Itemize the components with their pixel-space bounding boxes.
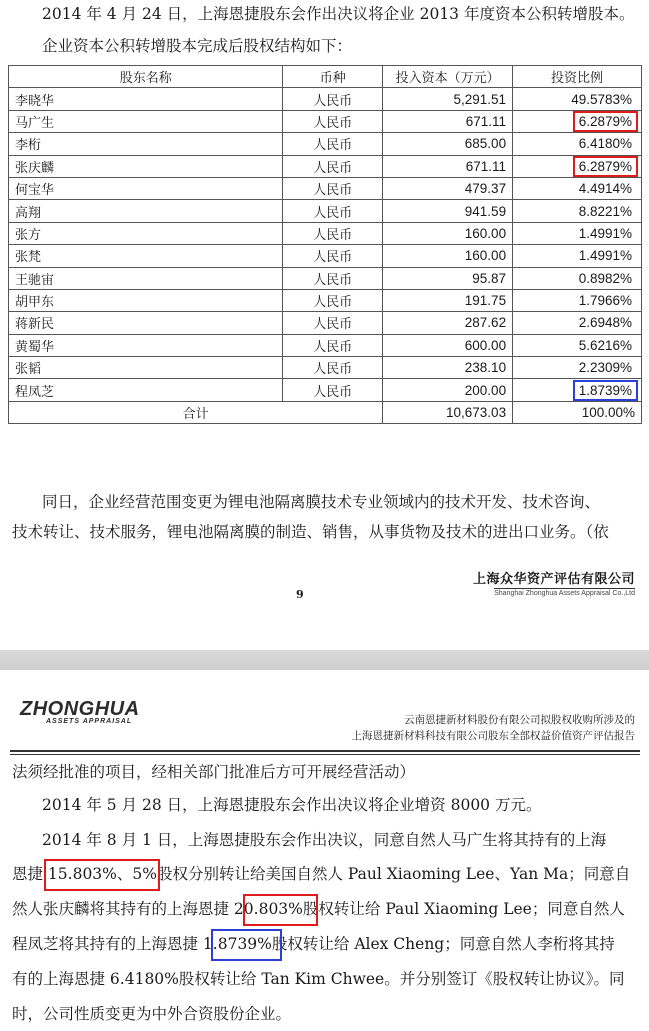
invested-capital: 95.87 xyxy=(383,267,513,289)
investment-ratio-cell xyxy=(513,110,642,132)
table-row xyxy=(9,133,642,155)
report-header-title xyxy=(352,712,636,744)
investment-ratio-cell xyxy=(513,334,642,356)
invested-capital: 941.59 xyxy=(383,200,513,222)
equity-transfer-line1: 2014 年 8 月 1 日，上海恩捷股东会作出决议，同意自然人马广生将其持有的上海 xyxy=(42,831,607,849)
shareholder-name: 张梵 xyxy=(9,245,283,267)
investment-ratio-cell xyxy=(513,200,642,222)
shareholder-name: 张方 xyxy=(9,222,283,244)
table-row xyxy=(9,88,642,110)
invested-capital: 685.00 xyxy=(383,133,513,155)
equity-structure-intro: 企业资本公积转增股本完成后股权结构如下： xyxy=(42,37,353,55)
business-scope-paragraph-line2: 技术转让、技术服务，锂电池隔离膜的制造、销售，从事货物及技术的进出口业务。（依 xyxy=(12,523,609,541)
investment-ratio-cell xyxy=(513,88,642,110)
invested-capital: 287.62 xyxy=(383,312,513,334)
total-label: 合计 xyxy=(9,401,383,423)
investment-ratio: 0.8982% xyxy=(578,270,632,286)
invested-capital: 160.00 xyxy=(383,222,513,244)
page-number: 9 xyxy=(296,588,304,601)
equity-transfer-line6: 时，公司性质变更为中外合资股份企业。 xyxy=(12,1005,292,1023)
highlight-box-15803-5 xyxy=(44,859,160,891)
shareholder-name: 马广生 xyxy=(9,110,283,132)
currency: 人民币 xyxy=(283,334,383,356)
investment-ratio: 1.7966% xyxy=(578,293,632,309)
shareholder-name: 张庆麟 xyxy=(9,155,283,177)
header-invested-capital: 投入资本（万元） xyxy=(383,66,513,88)
header-shareholder-name: 股东名称 xyxy=(9,66,283,88)
currency: 人民币 xyxy=(283,379,383,401)
footer-company-name-cn: 上海众华资产评估有限公司 xyxy=(472,572,635,587)
shareholder-name: 张韬 xyxy=(9,357,283,379)
table-row xyxy=(9,110,642,132)
total-capital: 10,673.03 xyxy=(383,401,513,423)
business-scope-paragraph-line1: 同日，企业经营范围变更为锂电池隔离膜技术专业领域内的技术开发、技术咨询、 xyxy=(42,493,601,511)
header-title-line1: 云南恩捷新材料股份有限公司拟股权收购所涉及的 xyxy=(404,714,635,726)
investment-ratio-cell xyxy=(513,245,642,267)
business-scope-continuation: 法须经批准的项目，经相关部门批准后方可开展经营活动） xyxy=(12,763,416,781)
invested-capital: 5,291.51 xyxy=(383,88,513,110)
highlighted-ratio: 1.8739% xyxy=(576,383,635,398)
investment-ratio-cell xyxy=(513,267,642,289)
currency: 人民币 xyxy=(283,312,383,334)
investment-ratio: 8.8221% xyxy=(578,203,632,219)
highlighted-ratio: 6.2879% xyxy=(576,114,635,129)
highlight-box-18739 xyxy=(211,929,282,961)
total-ratio: 100.00% xyxy=(513,401,642,423)
header-rule-thin xyxy=(10,754,640,755)
shareholder-name: 李晓华 xyxy=(9,88,283,110)
table-row xyxy=(9,177,642,199)
shareholder-name: 李桁 xyxy=(9,133,283,155)
table-row xyxy=(9,267,642,289)
table-row xyxy=(9,312,642,334)
invested-capital: 191.75 xyxy=(383,289,513,311)
header-rule-thick xyxy=(10,750,640,752)
report-page-10 xyxy=(0,670,649,1031)
table-row xyxy=(9,200,642,222)
investment-ratio-cell xyxy=(513,289,642,311)
shareholder-name: 高翔 xyxy=(9,200,283,222)
header-currency: 币种 xyxy=(283,66,383,88)
equity-transfer-line2: 恩捷 15.803%、5%股权分别转让给美国自然人 Paul Xiaoming Lee、Yan Ma；同意自 xyxy=(12,865,631,883)
currency: 人民币 xyxy=(283,133,383,155)
investment-ratio: 2.2309% xyxy=(578,360,632,376)
invested-capital: 671.11 xyxy=(383,110,513,132)
table-row xyxy=(9,245,642,267)
table-total-row xyxy=(9,401,642,423)
currency: 人民币 xyxy=(283,289,383,311)
investment-ratio: 1.4991% xyxy=(578,248,632,264)
equity-structure-table xyxy=(8,65,642,424)
currency: 人民币 xyxy=(283,222,383,244)
currency: 人民币 xyxy=(283,267,383,289)
shareholder-name: 程凤芝 xyxy=(9,379,283,401)
invested-capital: 160.00 xyxy=(383,245,513,267)
investment-ratio: 4.4914% xyxy=(578,181,632,197)
investment-ratio-cell xyxy=(513,357,642,379)
invested-capital: 600.00 xyxy=(383,334,513,356)
investment-ratio: 6.4180% xyxy=(578,136,632,152)
header-investment-ratio: 投资比例 xyxy=(513,66,642,88)
invested-capital: 671.11 xyxy=(383,155,513,177)
investment-ratio: 1.4991% xyxy=(578,225,632,241)
invested-capital: 200.00 xyxy=(383,379,513,401)
currency: 人民币 xyxy=(283,245,383,267)
header-title-line2: 上海恩捷新材料科技有限公司股东全部权益价值资产评估报告 xyxy=(351,730,635,742)
investment-ratio-cell xyxy=(513,222,642,244)
equity-transfer-line3: 然人张庆麟将其持有的上海恩捷 20.803%股权转让给 Paul Xiaoming Lee；同意自然人 xyxy=(12,900,625,918)
currency: 人民币 xyxy=(283,177,383,199)
currency: 人民币 xyxy=(283,200,383,222)
capital-increase-paragraph: 2014 年 5 月 28 日，上海恩捷股东会作出决议将企业增资 8000 万元。 xyxy=(42,796,542,814)
investment-ratio: 5.6216% xyxy=(578,337,632,353)
page-separator xyxy=(0,650,649,670)
equity-transfer-line4: 程凤芝将其持有的上海恩捷 1.8739%股权转让给 Alex Cheng；同意自然人李桁将其持 xyxy=(12,935,615,953)
invested-capital: 238.10 xyxy=(383,357,513,379)
footer-company-name-en: Shanghai Zhonghua Assets Appraisal Co.,Ltd xyxy=(494,590,635,597)
shareholder-name: 蒋新民 xyxy=(9,312,283,334)
currency: 人民币 xyxy=(283,110,383,132)
table-row xyxy=(9,334,642,356)
equity-transfer-line5: 有的上海恩捷 6.4180%股权转让给 Tan Kim Chwee。并分别签订《股权转让协议》。同 xyxy=(12,970,625,988)
table-row xyxy=(9,155,642,177)
highlighted-ratio: 6.2879% xyxy=(576,159,635,174)
currency: 人民币 xyxy=(283,357,383,379)
investment-ratio-cell xyxy=(513,379,642,401)
table-row xyxy=(9,289,642,311)
investment-ratio-cell xyxy=(513,155,642,177)
currency: 人民币 xyxy=(283,155,383,177)
shareholder-name: 何宝华 xyxy=(9,177,283,199)
shareholder-name: 黄蜀华 xyxy=(9,334,283,356)
table-row xyxy=(9,357,642,379)
table-header-row xyxy=(9,66,642,88)
highlight-box-20803 xyxy=(243,894,318,926)
currency: 人民币 xyxy=(283,88,383,110)
table-row xyxy=(9,222,642,244)
table-row xyxy=(9,379,642,401)
investment-ratio-cell xyxy=(513,177,642,199)
zhonghua-logo xyxy=(20,698,140,725)
investment-ratio-cell xyxy=(513,133,642,155)
investment-ratio: 49.5783% xyxy=(571,91,632,107)
logo-main-text: ZHONGHUA xyxy=(20,698,140,720)
shareholder-name: 胡甲东 xyxy=(9,289,283,311)
invested-capital: 479.37 xyxy=(383,177,513,199)
investment-ratio-cell xyxy=(513,312,642,334)
capital-conversion-paragraph: 2014 年 4 月 24 日，上海恩捷股东会作出决议将企业 2013 年度资本公积转增股本。 xyxy=(42,5,635,23)
logo-sub-text: ASSETS APPRAISAL xyxy=(46,718,133,725)
investment-ratio: 2.6948% xyxy=(578,315,632,331)
shareholder-name: 王驰宙 xyxy=(9,267,283,289)
